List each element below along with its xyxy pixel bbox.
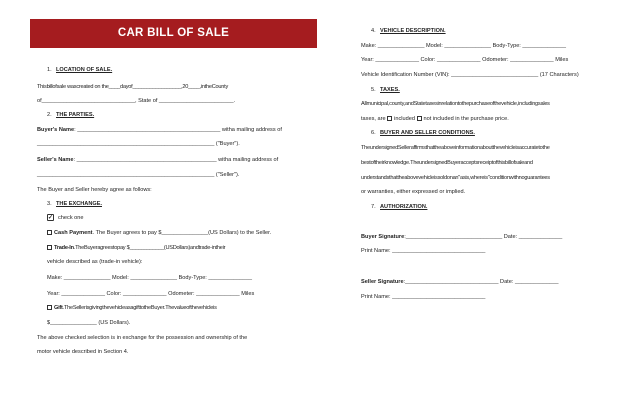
check-one-checkbox[interactable]: ✓ (48, 215, 54, 221)
cash-checkbox[interactable] (47, 230, 52, 235)
section-5-number: 5. (371, 87, 376, 93)
taxes-included-checkbox[interactable] (387, 116, 392, 121)
trade-in-label: Trade-In (54, 245, 74, 251)
trade-in-line (47, 245, 225, 252)
section-3-number: 3. (47, 201, 52, 207)
trade-in-vehicle-label: vehicle described as (trade-in vehicle): (47, 259, 143, 265)
seller-address-line[interactable]: _________________________________________________________ ("Seller"). (37, 172, 240, 178)
seller-name-field[interactable]: : _____________________________________________ witha mailing address of (73, 157, 279, 163)
section-4-number: 4. (371, 28, 376, 34)
conditions-line-1: TheundersignedSelleraffirmsthattheaboveinformationaboutthevehicleisaccuratetothe (361, 145, 550, 151)
gift-value-line[interactable]: $_______________ (US Dollars). (47, 320, 131, 326)
taxes-included-label: included (394, 116, 415, 122)
buyer-signature-line (361, 234, 562, 241)
gift-label: Gift (54, 305, 63, 311)
conditions-line-4: or warranties, either expressed or implied. (361, 189, 466, 195)
trade-in-checkbox[interactable] (47, 245, 52, 250)
check-one-label: check one (58, 215, 84, 221)
exchange-closing-line-2: motor vehicle described in Section 4. (37, 349, 129, 355)
trade-in-make-line[interactable]: Make: _______________ Model: _______________ Body-Type: ______________ (47, 275, 252, 281)
document-title: CAR BILL OF SALE (30, 19, 317, 48)
seller-signature-field[interactable]: :______________________________ Date: ______________ (403, 279, 559, 285)
buyer-signature-label: Buyer Signature (361, 234, 405, 240)
section-7-heading: AUTHORIZATION. (380, 204, 428, 210)
location-line-1: Thisbillofsale wascreated on the____dayof_________________,20____,intheCounty (37, 84, 228, 90)
section-2-number: 2. (47, 112, 52, 118)
section-6-number: 6. (371, 130, 376, 136)
buyer-name-label: Buyer's Name (37, 127, 75, 133)
seller-signature-line (361, 279, 559, 286)
vin-line[interactable]: Vehicle Identification Number (VIN): ____________________________ (17 Characters) (361, 72, 579, 78)
vehicle-year-line[interactable]: Year: ______________ Color: ______________ Odometer: ______________ Miles (361, 57, 569, 63)
cash-label: Cash Payment (54, 230, 93, 236)
gift-text: .TheSellerisgivingthevehicleasagifttotheBuyer.Thevalueofthevehicleis (62, 305, 217, 311)
section-4-heading: VEHICLE DESCRIPTION. (380, 28, 446, 34)
section-1-heading: LOCATION OF SALE. (56, 67, 113, 73)
gift-line (47, 305, 217, 312)
taxes-line-1: Allmunicipal,county,andStatetaxesinrelationtothepurchaseofthevehicle,includingsales (361, 101, 550, 107)
section-5-heading: TAXES. (380, 87, 400, 93)
section-2-heading: THE PARTIES. (56, 112, 95, 118)
exchange-closing-line-1: The above checked selection is in exchange for the possession and ownership of the (37, 335, 248, 341)
conditions-line-2: bestoftheirknowledge.TheundersignedBuyeracceptsreceiptofthisbillofsaleand (361, 160, 533, 166)
conditions-line-3: understandsthattheabovevehicleissoldonan"asis,whereis"conditionwithnoguarantees (361, 175, 550, 181)
buyer-address-line[interactable]: _________________________________________________________ ("Buyer"). (37, 141, 240, 147)
agreement-text: The Buyer and Seller hereby agree as follows: (37, 187, 152, 193)
seller-name-label: Seller's Name (37, 157, 74, 163)
taxes-text-a: taxes, are (361, 116, 386, 122)
buyer-signature-field[interactable]: :_______________________________ Date: ______________ (404, 234, 563, 240)
vehicle-make-line[interactable]: Make: _______________ Model: _______________ Body-Type: ______________ (361, 43, 566, 49)
section-3-heading: THE EXCHANGE. (56, 201, 102, 207)
section-7-number: 7. (371, 204, 376, 210)
seller-print-name[interactable]: Print Name: ______________________________ (361, 294, 486, 300)
buyer-name-line (37, 127, 282, 134)
cash-payment-line (47, 230, 271, 237)
taxes-line-2 (361, 116, 509, 123)
buyer-print-name[interactable]: Print Name: ______________________________ (361, 248, 486, 254)
section-1-number: 1. (47, 67, 52, 73)
taxes-not-included-checkbox[interactable] (417, 116, 422, 121)
taxes-not-included-label: not included in the purchase price. (423, 116, 509, 122)
seller-name-line (37, 157, 278, 164)
cash-text: . The Buyer agrees to pay $_______________(US Dollars) to the Seller. (92, 230, 272, 236)
page-2 (320, 0, 640, 409)
buyer-name-field[interactable]: : ______________________________________________ witha mailing address of (74, 127, 282, 133)
gift-checkbox[interactable] (47, 305, 52, 310)
section-6-heading: BUYER AND SELLER CONDITIONS. (380, 130, 475, 136)
trade-in-text: .TheBuyeragreestopay $____________(USDollars)andtrade-intheir (73, 245, 226, 251)
seller-signature-label: Seller Signature (361, 279, 404, 285)
trade-in-year-line[interactable]: Year: ______________ Color: ______________ Odometer: ______________ Miles (47, 291, 255, 297)
location-line-2: of______________________________, State of ________________________. (37, 98, 236, 104)
